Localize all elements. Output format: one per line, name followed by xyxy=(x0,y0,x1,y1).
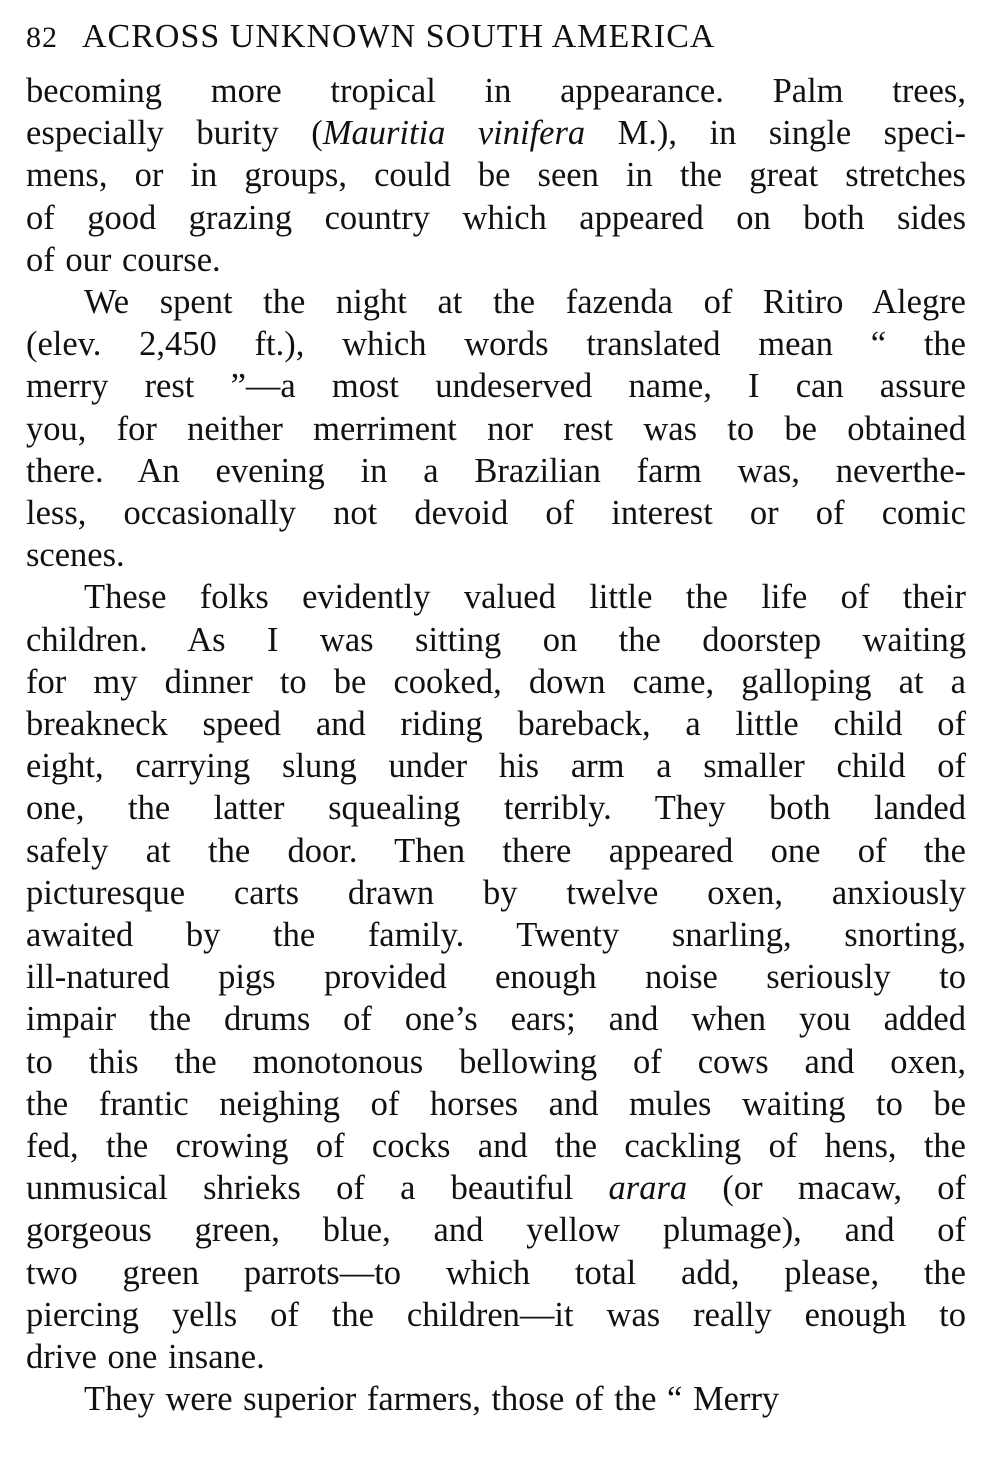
paragraph xyxy=(26,70,966,281)
text-line: These folks evidently valued little the life of their xyxy=(84,578,966,617)
text-line: one, the latter squealing terribly. They both landed xyxy=(26,789,966,828)
text-line: to this the monotonous bellowing of cows and oxen, xyxy=(26,1042,966,1081)
book-page xyxy=(26,18,966,1421)
text-line: eight, carrying slung under his arm a smaller child of xyxy=(26,747,966,786)
text-line: gorgeous green, blue, and yellow plumage), and of xyxy=(26,1211,966,1250)
text-line: picturesque carts drawn by twelve oxen, anxiously xyxy=(26,873,966,912)
text-line: children. As I was sitting on the doorstep waiting xyxy=(26,620,966,659)
body-text xyxy=(26,70,966,1421)
text-line: They were superior farmers, those of the “ Merry xyxy=(84,1380,780,1419)
text-line: of our course. xyxy=(26,240,221,279)
page-number: 82 xyxy=(26,21,58,54)
text-line: piercing yells of the children—it was really enough to xyxy=(26,1295,966,1334)
running-head xyxy=(26,18,966,70)
text-line: especially burity (Mauritia vinifera M.), in single speci- xyxy=(26,114,966,153)
text-line: unmusical shrieks of a beautiful arara (or macaw, of xyxy=(26,1169,966,1208)
text-line: becoming more tropical in appearance. Palm trees, xyxy=(26,72,966,110)
text-line: (elev. 2,450 ft.), which words translated mean “ the xyxy=(26,325,966,364)
text-line: ill-natured pigs provided enough noise seriously to xyxy=(26,958,966,997)
text-line: merry rest ”—a most undeserved name, I can assure xyxy=(26,367,966,406)
italic-term: Mauritia vinifera xyxy=(322,114,586,153)
text-line: for my dinner to be cooked, down came, galloping at a xyxy=(26,662,966,701)
text-line: mens, or in groups, could be seen in the great stretches xyxy=(26,156,966,195)
paragraph xyxy=(26,281,966,576)
text-line: you, for neither merriment nor rest was to be obtained xyxy=(26,409,966,448)
text-line: scenes. xyxy=(26,536,125,575)
text-line: We spent the night at the fazenda of Ritiro Alegre xyxy=(84,283,966,322)
text-line: breakneck speed and riding bareback, a little child of xyxy=(26,705,966,744)
book-title: ACROSS UNKNOWN SOUTH AMERICA xyxy=(82,18,716,55)
text-line: less, occasionally not devoid of interest or of comic xyxy=(26,494,966,533)
italic-term: arara xyxy=(608,1169,688,1208)
text-line: two green parrots—to which total add, please, the xyxy=(26,1253,966,1292)
paragraph xyxy=(26,576,966,1378)
text-line: of good grazing country which appeared on both sides xyxy=(26,198,966,237)
text-line: impair the drums of one’s ears; and when you added xyxy=(26,1000,966,1039)
text-line: safely at the door. Then there appeared one of the xyxy=(26,831,966,870)
text-line: drive one insane. xyxy=(26,1338,265,1377)
text-line: awaited by the family. Twenty snarling, snorting, xyxy=(26,916,966,955)
text-line: fed, the crowing of cocks and the cackling of hens, the xyxy=(26,1127,966,1166)
paragraph xyxy=(26,1378,966,1420)
text-line: the frantic neighing of horses and mules waiting to be xyxy=(26,1084,966,1123)
text-line: there. An evening in a Brazilian farm was, neverthe- xyxy=(26,451,966,490)
